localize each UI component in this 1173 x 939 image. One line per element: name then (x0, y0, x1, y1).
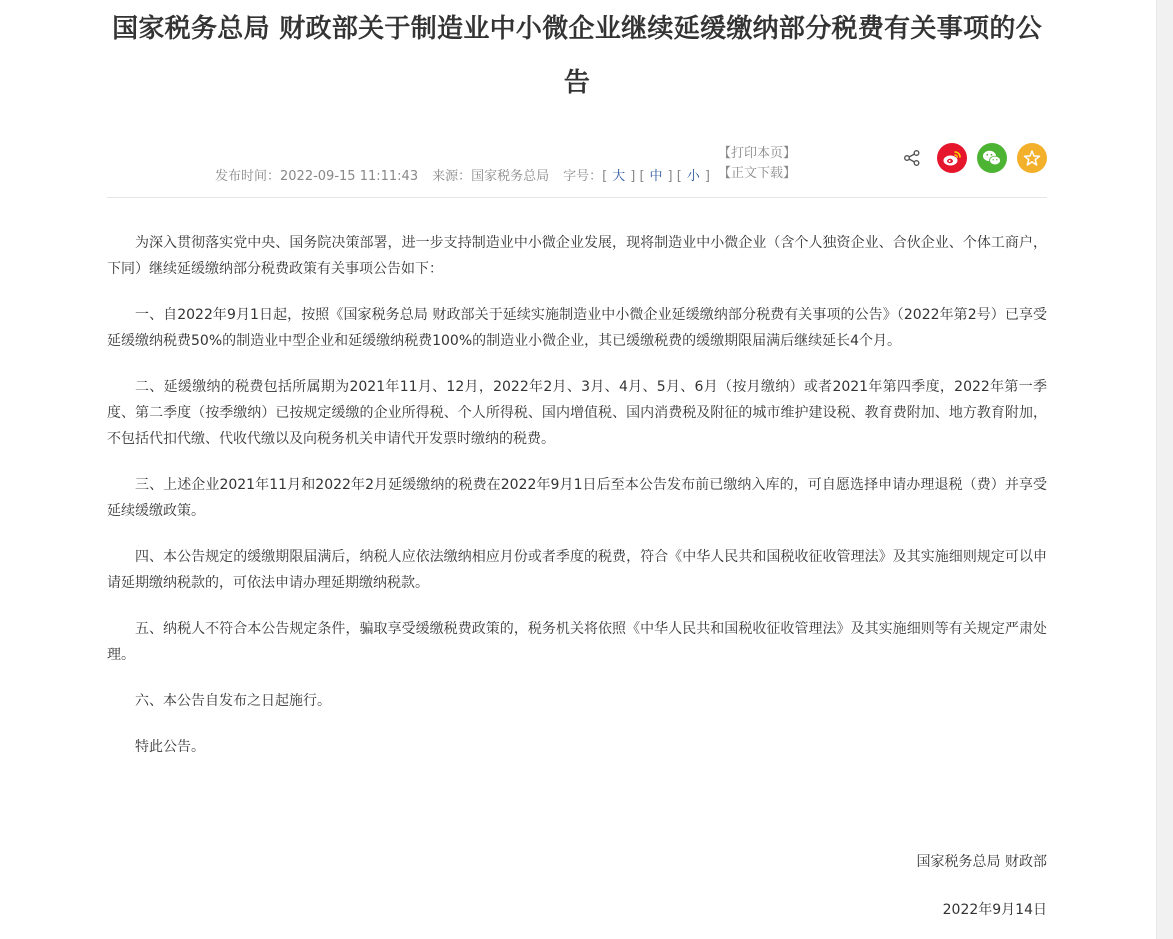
publish-label: 发布时间： (215, 169, 281, 184)
signature: 国家税务总局 财政部 (916, 854, 1047, 870)
font-size-small-link[interactable]: 小 (686, 169, 700, 184)
publish-time: 2022-09-15 11:11:43 (280, 169, 419, 184)
download-link[interactable]: 【正文下载】 (718, 166, 797, 181)
wechat-icon (982, 149, 1002, 167)
article-info-bar (107, 143, 1047, 198)
paragraph-1: 一、自2022年9月1日起，按照《国家税务总局 财政部关于延续实施制造业中小微企业延缓缴纳部分税费有关事项的公告》（2022年第2号）已享受延缓缴纳税费50%的制造业中型企业和延缓缴纳税费100%的制造业小微企业，其已缓缴税费的缓缴期限届满后继续延长4个月。 (107, 307, 1047, 349)
source-value: 国家税务总局 (471, 169, 550, 184)
source-label: 来源： (432, 169, 472, 184)
weibo-share-button[interactable] (937, 143, 967, 173)
star-icon (1023, 149, 1041, 167)
font-size-label: 字号： (563, 169, 603, 184)
share-bar (903, 143, 1047, 173)
bracket-left: [ (602, 169, 608, 184)
print-page-link[interactable]: 【打印本页】 (718, 146, 797, 161)
bracket-mid-2: ] [ (667, 169, 682, 184)
paragraph-3: 三、上述企业2021年11月和2022年2月延缓缴纳的税费在2022年9月1日后至本公告发布前已缴纳入库的，可自愿选择申请办理退税（费）并享受延续缓缴政策。 (107, 477, 1047, 519)
print-links (718, 144, 796, 184)
paragraph-closing: 特此公告。 (135, 739, 205, 755)
paragraph-intro: 为深入贯彻落实党中央、国务院决策部署，进一步支持制造业中小微企业发展，现将制造业中小微企业（含个人独资企业、合伙企业、个体工商户，下同）继续延缓缴纳部分税费政策有关事项公告如下： (107, 235, 1047, 277)
favorite-button[interactable] (1017, 143, 1047, 173)
signature-date: 2022年9月14日 (942, 902, 1047, 918)
wechat-share-button[interactable] (977, 143, 1007, 173)
weibo-icon (942, 149, 962, 167)
paragraph-6: 六、本公告自发布之日起施行。 (135, 693, 331, 709)
font-size-large-link[interactable]: 大 (612, 169, 626, 184)
paragraph-5: 五、纳税人不符合本公告规定条件，骗取享受缓缴税费政策的，税务机关将依照《中华人民共和国税收征收管理法》及其实施细则等有关规定严肃处理。 (107, 621, 1047, 663)
vertical-scrollbar[interactable] (1156, 0, 1173, 939)
article (107, 0, 1047, 918)
article-title: 国家税务总局 财政部关于制造业中小微企业继续延缓缴纳部分税费有关事项的公告 (112, 14, 1042, 98)
font-size-medium-link[interactable]: 中 (649, 169, 663, 184)
bracket-right: ] (704, 169, 710, 184)
paragraph-4: 四、本公告规定的缓缴期限届满后，纳税人应依法缴纳相应月份或者季度的税费，符合《中华人民共和国税收征收管理法》及其实施细则规定可以申请延期缴纳税款的，可依法申请办理延期缴纳税款。 (107, 549, 1047, 591)
share-icon[interactable] (903, 149, 921, 167)
bracket-mid: ] [ (630, 169, 645, 184)
article-body (107, 230, 1047, 780)
article-meta (215, 165, 710, 184)
paragraph-2: 二、延缓缴纳的税费包括所属期为2021年11月、12月，2022年2月、3月、4月、5月、6月（按月缴纳）或者2021年第四季度，2022年第一季度、第二季度（按季缴纳）已按规定缓缴的企业所得税、个人所得税、国内增值税、国内消费税及附征的城市维护建设税、教育费附加、地方教育附加，不包括代扣代缴、代收代缴以及向税务机关申请代开发票时缴纳的税费。 (107, 379, 1047, 447)
